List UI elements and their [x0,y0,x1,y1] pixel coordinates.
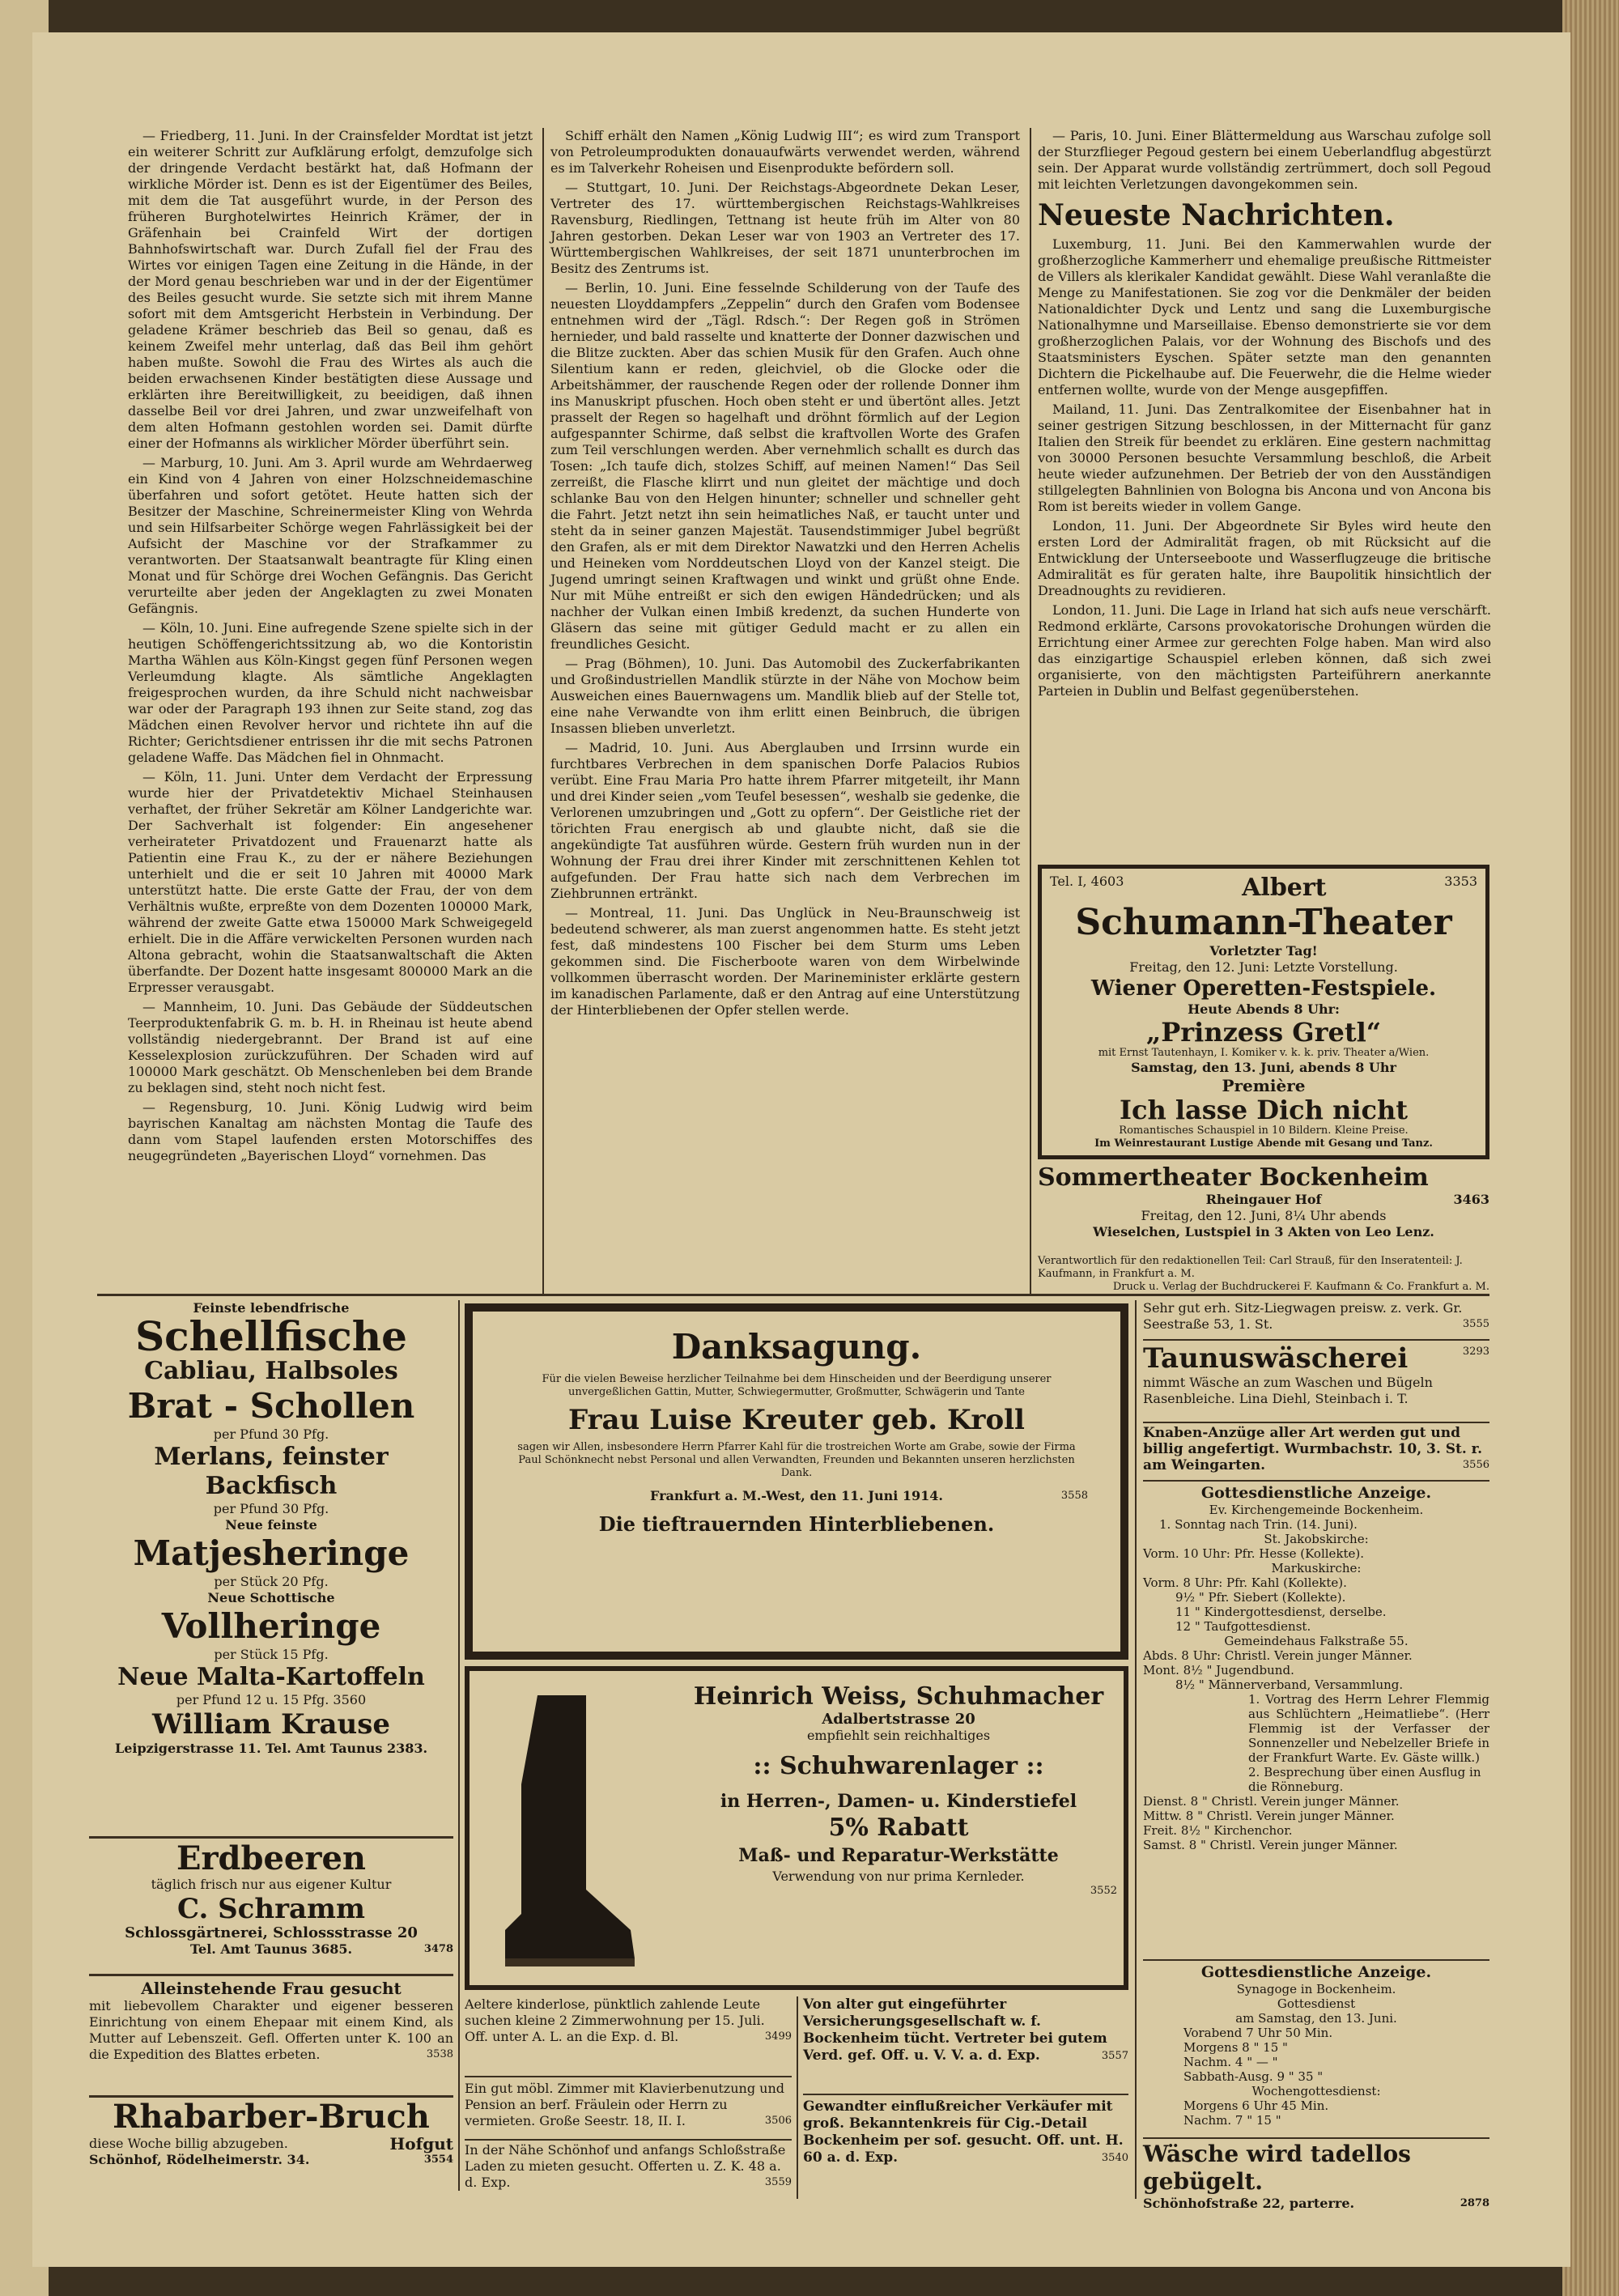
small-ad-code: 3506 [764,2115,792,2127]
krause-line: Merlans, feinster Backfisch [154,1443,389,1500]
ad-rule [1143,1422,1489,1423]
article-mannheim: — Mannheim, 10. Juni. Das Gebäude der Süddeutschen Teerproduktenfabrik G. m. b. H. in Rheinau ist heute abend vollständig niedergebrannt. Der Brand ist auf eine Kesselexplosion zurückzuführen. Der Schaden wird auf 100000 Mark geschätzt. Ob Menschenleben bei dem Brande zu beklagen sind, steht noch nicht fest. [128,999,533,1095]
ad-danksagung [465,1303,1128,1660]
news-column-3 [1038,128,1491,857]
ad-rhabarber [89,2098,453,2188]
small-ad-text: Knaben-Anzüge aller Art werden gut und billig angefertigt. Wurmbachstr. 10, 3. St. r. am Weingarten. [1143,1425,1482,1473]
article-montreal: — Montreal, 11. Juni. Das Unglück in Neu-Braunschweig ist bedeutend schwerer, als man zuerst angenommen hatte. Es steht jetzt fest, daß mindestens 100 Fischer bei dem Sturm ums Leben gekommen sind. Die Fischerboote waren von dem Wirbelwinde vollkommen überrascht worden. Der Marineminister erklärte gestern im kanadischen Parlamente, daß er den Antrag auf eine Unterstützung der Hinterbliebenen der Opfer stellen werde. [550,905,1020,1018]
ad-gottesdienst-ev [1143,1483,1489,1958]
ad-frau-gesucht [89,1979,453,2092]
ad-wohnung-gesucht [465,1996,792,2074]
boot-icon [489,1687,643,1979]
small-ad-code: 3557 [1101,2050,1128,2062]
ad-verkaeufer [803,2098,1128,2199]
krause-line: per Pfund 30 Pfg. [213,1501,329,1516]
waesche-title: Wäsche wird tadellos gebügelt. [1143,2141,1411,2195]
ad-waesche [1143,2141,1489,2211]
article-prag: — Prag (Böhmen), 10. Juni. Das Automobil des Zuckerfabrikanten und Großindustriellen Mandlik stürzte in der Nähe von Mochow beim Ausweichen eines Bauernwagens um. Mandlik blieb auf der Stelle tot, eine nahe Verwandte von ihm erlitt einen Beinbruch, die übrigen Insassen blieben unverletzt. [550,656,1020,736]
small-ad-text: Von alter gut eingeführter Versicherungsgesellschaft w. f. Bockenheim tücht. Vertreter bei gutem Verd. gef. Off. u. V. V. a. d. Exp. [803,1996,1107,2064]
rhabarber-text: Schönhof, Rödelheimerstr. 34. [89,2152,310,2167]
krause-line: per Stück 20 Pfg. [214,1574,329,1589]
small-ad-text: Aeltere kinderlose, pünktlich zahlende Leute suchen kleine 2 Zimmerwohnung per 15. Juli. Off. unter A. L. an die Exp. d. Bl. [465,1996,765,2044]
article-paris: — Paris, 10. Juni. Einer Blättermeldung aus Warschau zufolge soll der Sturzflieger Pegoud gestern bei einem Ueberlandflug abgestürzt sein. Der Apparat wurde vollständig zertrümmert, doch soll Pegoud mit leichten Verletzungen davongekommen sein. [1038,128,1491,192]
ad-rule [1143,1959,1489,1961]
ad-william-krause [89,1300,453,1835]
syn-date: am Samstag, den 13. Juni. [1235,2011,1397,2026]
dank-title: Danksagung. [671,1327,922,1367]
dank-name: Frau Luise Kreuter geb. Kroll [568,1404,1025,1436]
weiss-line: empfiehlt sein reichhaltiges [806,1728,991,1743]
impressum [1038,1255,1489,1293]
ad-schramm [89,1841,453,1971]
theater-line: Samstag, den 13. Juni, abends 8 Uhr [1131,1060,1396,1075]
article-stuttgart: — Stuttgart, 10. Juni. Der Reichstags-Abgeordnete Dekan Leser, Vertreter des 17. württembergischen Reichstags-Wahlkreises Ravensburg, Riedlingen, Tettnang ist heute früh im Alter von 80 Jahren gestorben. Dekan Leser war von 1903 an Vertreter des 17. Württembergischen Wahlkreises, der seit 1871 ununterbrochen im Besitz des Zentrums ist. [550,180,1020,276]
frau-title: Alleinstehende Frau gesucht [141,1979,402,1998]
ad-rule [465,2076,792,2077]
ad-liegwagen [1143,1300,1489,1337]
gd-line: Vorm. 10 Uhr: Pfr. Hesse (Kollekte). [1143,1546,1365,1561]
ad-heinrich-weiss [465,1666,1128,1990]
article-luxemburg: Luxemburg, 11. Juni. Bei den Kammerwahlen wurde der großherzogliche Kammerherr und ehemalige preußische Rittmeister de Villers als klerikaler Kandidat gewählt. Diese Wahl veranlaßte die Menge zu Manifestationen. Sie zog vor die Denkmäler der beiden Nationaldichter Dyck und Lentz und sang die Luxemburgische Nationalhymne und Marseillaise. Ebenso demonstrierte sie vor dem großherzoglichen Palais, vor der Wohnung des Bischofs und des Staatsministers Eyschen. Später setzte man den genannten Dichtern die Pickelhaube auf. Die Feuerwehr, die die Helme wieder entfernen wollte, wurde von der Menge ausgepfiffen. [1038,236,1491,398]
article-london-2: London, 11. Juni. Die Lage in Irland hat sich aufs neue verschärft. Redmond erklärte, Carsons provokatorische Drohungen würden die Errichtung einer Armee zur gerechten Folge haben. Man wird also das einzigartige Schauspiel erleben können, daß sich zwei organisierte, von den mächtigsten Parteiführern anerkannte Parteien in Dublin und Belfast gegenüberstehen. [1038,602,1491,699]
krause-line: Neue feinste [225,1517,317,1533]
schramm-code: 3478 [423,1943,453,1955]
article-friedberg: — Friedberg, 11. Juni. In der Crainsfelder Mordtat ist jetzt ein weiterer Schritt zur Aufklärung erfolgt, demzufolge sich der dringende Verdacht bestärkt hat, daß Hofmann der wirkliche Mörder ist. Denn es ist der Eigentümer des Beiles, mit dem die Tat ausgeführt wurde, in der Person des früheren Burghotelwirtes Heinrich Krämer, der in Gräfenhain bei Crainfeld Wirt der dortigen Bahnhofswirtschaft war. Durch Zufall fiel der Frau des Wirtes vor einigen Tagen eine Zeitung in die Hände, in der der Mord genau beschrieben war und in der der Eigentümer des Beiles gesucht wurde. Sie setzte sich mit ihrem Manne sofort mit dem Amtsgericht Herbstein in Verbindung. Der geladene Krämer beschrieb das Beil so genau, daß es keinem Zweifel mehr unterlag, daß das Beil ihm gehört haben mußte. Sowohl die Frau des Wirtes als auch die beiden erwachsenen Kinder bestätigten diese Aussage und erklärten ihre Bereitwilligkeit, zu beeidigen, daß ihnen dasselbe Beil vor drei Jahren, und zwar unzweifelhaft von dem alten Hofmann gestohlen worden sei. Damit dürfte einer der Hofmanns als wirklicher Mörder überführt sein. [128,128,533,451]
small-ad-code: 3499 [764,2030,792,2043]
small-ad-code: 3559 [764,2176,792,2188]
theater-tel: Tel. I, 4603 [1050,874,1124,889]
weiss-text-block [680,1682,1117,1982]
gd-title: Gottesdienstliche Anzeige. [1200,1484,1432,1502]
rhabarber-text: Hofgut [389,2134,453,2154]
krause-line: Brat - Schollen [127,1386,415,1426]
schramm-line: Tel. Amt Taunus 3685. [189,1941,353,1957]
schramm-line: Schlossgärtnerei, Schlossstrasse 20 [125,1924,418,1941]
ad-rule [89,1974,453,1976]
weiss-line: Verwendung von nur prima Kernleder. [772,1869,1025,1884]
syn-line: Nachm. 4 " — " [1183,2055,1278,2069]
ad-sommertheater [1038,1164,1489,1253]
gd-line: 11 " Kindergottesdienst, derselbe. [1175,1605,1387,1619]
gd-line: Dienst. 8 " Christl. Verein junger Männer. [1143,1794,1400,1809]
article-regensburg: — Regensburg, 10. Juni. König Ludwig wird beim bayrischen Kanaltag am nächsten Montag die Taufe des dann vom Stapel laufenden ersten Motorschiffes des neugegründeten „Bayerischen Lloyd“ vornehmen. Das [128,1099,533,1163]
ad-rule [465,2139,792,2141]
sommer-code: 3463 [1453,1192,1489,1207]
small-ad-text: Ein gut möbl. Zimmer mit Klavierbenutzung und Pension an berf. Fräulein oder Herrn zu vermieten. Große Seestr. 18, II. I. [465,2081,785,2128]
syn-title: Gottesdienstliche Anzeige. [1200,1963,1432,1981]
weiss-line: :: Schuhwarenlager :: [753,1752,1044,1780]
ad-taunuswaescherei [1143,1342,1489,1420]
krause-line: Leipzigerstrasse 11. Tel. Amt Taunus 2383. [114,1741,428,1756]
krause-line: per Pfund 12 u. 15 Pfg. 3560 [176,1692,367,1707]
ad-gottesdienst-synagoge [1143,1962,1489,2136]
gd-line: Freit. 8½ " Kirchenchor. [1143,1823,1293,1838]
dank-date: Frankfurt a. M.-West, den 11. Juni 1914. [650,1488,943,1503]
krause-line: William Krause [151,1708,391,1741]
article-regensburg-cont: Schiff erhält den Namen „König Ludwig III“; es wird zum Transport von Petroleumprodukten donauaufwärts verwendet werden, während es im Talverkehr Roheisen und Eisenprodukte befördern soll. [550,128,1020,176]
ad-rule [1143,2137,1489,2139]
sommer-sub: Rheingauer Hof [1205,1192,1322,1207]
small-ad-text: Sehr gut erh. Sitz-Liegwagen preisw. z. verk. Gr. Seestraße 53, 1. St. [1143,1300,1463,1332]
gd-line: Mittw. 8 " Christl. Verein junger Männer. [1143,1809,1395,1823]
syn-line: Wochengottesdienst: [1251,2084,1381,2098]
gd-line: 12 " Taufgottesdienst. [1175,1619,1311,1634]
ad-schumann-theater [1038,865,1489,1159]
ad-rule [803,2094,1128,2095]
gd-line: Mont. 8½ " Jugendbund. [1143,1663,1294,1677]
column-divider [1030,128,1031,1294]
wasch-text: nimmt Wäsche an zum Waschen und Bügeln Rasenbleiche. Lina Diehl, Steinbach i. T. [1143,1375,1433,1406]
ad-rule [89,1836,453,1839]
syn-line: Sabbath-Ausg. 9 " 35 " [1183,2069,1324,2084]
section-title-neueste: Neueste Nachrichten. [1038,198,1395,232]
dank-text: sagen wir Allen, insbesondere Herrn Pfarrer Kahl für die trostreichen Worte am Grabe, sowie der Firma Paul Schönknecht nebst Personal und allen Verwandten, Freunden und Bekannten unseren herzlichsten Dank. [517,1441,1076,1479]
gd-line: 2. Besprechung über einen Ausflug in die Rönneburg. [1248,1765,1481,1794]
theater-line: Ich lasse Dich nicht [1119,1095,1409,1125]
theater-line: Première [1222,1076,1306,1095]
waesche-text: Schönhofstraße 22, parterre. [1143,2196,1355,2211]
book-edge [1562,0,1619,2296]
ad-zimmer [465,2081,792,2137]
gd-line: 9½ " Pfr. Siebert (Kollekte). [1175,1590,1346,1605]
schramm-line: Erdbeeren [176,1839,366,1877]
krause-line: Feinste lebendfrische [193,1300,350,1316]
krause-line: Matjesheringe [133,1533,410,1573]
rhabarber-code: 3554 [423,2154,453,2166]
article-mailand: Mailand, 11. Juni. Das Zentralkomitee der Eisenbahner hat in seiner gestrigen Sitzung beschlossen, in der Mitternacht für ganz Italien den Streik für beendet zu erklären. Eine gestern nachmittag von 30000 Personen besuchte Versammlung beschloß, die Arbeit heute wieder aufzunehmen. Der Betrieb der von den Ausständigen stillgelegten Bahnlinien von Bologna bis Ancona und von Ancona bis Rom ist bereits wieder in vollem Gange. [1038,402,1491,514]
sommer-line: Freitag, den 12. Juni, 8¼ Uhr abends [1141,1208,1387,1223]
article-marburg: — Marburg, 10. Juni. Am 3. April wurde am Wehrdaerweg ein Kind von 4 Jahren von einer Holzschneidemaschine überfahren und sofort getötet. Heute hatten sich der Besitzer der Maschine, Schreinermeister Kling von Wehrda und sein Hilfsarbeiter Schörge wegen Fahrlässigkeit bei der Aufsicht der Maschine vor der Strafkammer zu verantworten. Der Staatsanwalt beantragte für Kling einen Monat und für Schörge drei Wochen Gefängnis. Das Gericht verurteilte aber jeden der Angeklagten zu zwei Monaten Gefängnis. [128,455,533,616]
theater-line: Vorletzter Tag! [1209,943,1318,959]
gd-line: 1. Vortrag des Herrn Lehrer Flemmig aus Schlüchtern „Heimatliebe“. (Herr Flemmig ist der Verfasser der Sonnenzeller und Nebelzeller Briefe in der Frankfurt Warte. Ev. Gäste willk.) [1248,1692,1489,1765]
column-divider [797,1996,798,2199]
article-madrid: — Madrid, 10. Juni. Aus Aberglauben und Irrsinn wurde ein furchtbares Verbrechen in dem spanischen Dorfe Palacios Rubios verübt. Eine Frau Maria Pro hatte ihrem Pfarrer mitgeteilt, ihr Mann und drei Kinder seien „vom Teufel besessen“, weshalb sie gedenke, die Verlorenen umzubringen und „Gott zu opfern“. Der Geistliche riet der törichten Frau energisch ab und glaubte nicht, daß sie die angekündigte Tat ausführen würde. Gestern früh wurden nun in der Wohnung der Frau drei ihrer Kinder mit zerschnittenen Kehlen tot aufgefunden. Der Frau hatte sich nach dem Verbrechen im Ziehbrunnen ertränkt. [550,740,1020,901]
weiss-line: Adalbertstrasse 20 [822,1711,975,1728]
gd-sunday: 1. Sonntag nach Trin. (14. Juni). [1159,1517,1358,1532]
waesche-code: 2878 [1460,2197,1489,2209]
ad-versicherung [803,1996,1128,2092]
theater-line: Heute Abends 8 Uhr: [1188,1001,1340,1017]
gd-line: Abds. 8 Uhr: Christl. Verein junger Männer. [1143,1648,1413,1663]
impressum-line: Druck u. Verlag der Buchdruckerei F. Kaufmann & Co. Frankfurt a. M. [1112,1281,1489,1293]
frau-code: 3538 [426,2048,453,2060]
article-berlin: — Berlin, 10. Juni. Eine fesselnde Schilderung von der Taufe des neuesten Lloyddampfers „Zeppelin“ durch den Grafen vom Bodensee entnehmen wird der „Tägl. Rdsch.“: Der Regen goß in Strömen hernieder, und bald rasselte und knatterte der Donner dazwischen und die Blitze zuckten. Aber das schien Musik für den Grafen. Auch ohne Silentium kann er reden, gleichviel, ob die Glocke oder die Arbeitshämmer, der rauschende Regen oder der rollende Donner ihm ins Manuskript pfuschen. Hoch oben steht er und übertönt alles. Jetzt prasselt der Regen so hagelhaft und dröhnt förmlich auf der Legion aufgespannter Schirme, daß selbst die kraftvollen Worte des Grafen zum Teil verschlungen werden. Aber vernehmlich schallt es durch das Tosen: „Ich taufe dich, stolzes Schiff, auf meinen Namen!“ Das Seil zerreißt, die Flasche klirrt und nun gleitet der mächtige und doch schlanke Bau von den Helgen hinunter; schneller und schneller geht die Fahrt. Jetzt netzt ihn sein heimatliches Naß, er taucht unter und steht da in seiner ganzen Majestät. Tausendstimmiger Jubel begrüßt den Grafen, als er mit dem Direktor Nawatzki und den Herren Achelis und Heineken vom Norddeutschen Lloyd von der Kanzel steigt. Die Jugend umringt seinen Kraftwagen und winkt und grüßt ohne Ende. Nur mit Mühe entreißt er sich den ewigen Händedrücken; und als nachher der Vulkan einen Imbiß kredenzt, da suchen Hunderte von Gläsern das seine mit gütiger Geduld macht er zu allen ein freundliches Gesicht. [550,280,1020,652]
column-divider [542,128,544,1294]
wasch-title: Taunuswäscherei [1143,1342,1409,1375]
theater-line: Wiener Operetten-Festspiele. [1090,976,1437,1001]
weiss-line: in Herren-, Damen- u. Kinderstiefel [720,1791,1077,1812]
syn-sub: Synagoge in Bockenheim. [1236,1982,1396,1996]
theater-line: „Prinzess Gretl“ [1145,1017,1382,1048]
ad-rule [1143,1480,1489,1482]
newspaper-page [32,32,1570,2267]
gd-line: Gemeindehaus Falkstraße 55. [1224,1634,1409,1648]
theater-name-top: Albert [1242,874,1327,902]
article-koeln-2: — Köln, 11. Juni. Unter dem Verdacht der Erpressung wurde hier der Privatdetektiv Michael Steinhausen verhaftet, der früher Sekretär am Kölner Landgerichte war. Der Sachverhalt ist folgender: Ein angesehener verheirateter Privatdozent und Frauenarzt hatte als Patientin eine Frau K., zu der er nähere Beziehungen unterhielt und die er seit 10 Jahren mit 40000 Mark unterstützt hatte. Die erste Gatte der Frau, der von dem Verhältnis wußte, erpreßte von dem Dozenten 100000 Mark, während der zweite Gatte etwa 150000 Mark Schweigegeld erhielt. Die in die Affäre verwickelten Personen wurden nach Altona gebracht, wohin die Staatsanwaltschaft die Akten überfandte. Der Dozent hatte insgesamt 800000 Mark an die Erpresser verausgabt. [128,769,533,995]
impressum-line: Verantwortlich für den redaktionellen Teil: Carl Strauß, für den Inseratenteil: J. Kaufmann, in Frankfurt a. M. [1038,1255,1463,1280]
krause-line: Neue Malta-Kartoffeln [117,1663,425,1691]
dank-text: Für die vielen Beweise herzlicher Teilnahme bei dem Hinscheiden und der Beerdigung unserer unvergeßlichen Gattin, Mutter, Schwiegermutter, Großmutter, Schwägerin und Tante [542,1373,1052,1398]
theater-code: 3353 [1444,874,1477,889]
small-ad-code: 3556 [1462,1459,1489,1471]
gd-line: St. Jakobskirche: [1264,1532,1369,1546]
gd-line: Markuskirche: [1271,1561,1362,1575]
section-rule [97,1294,1489,1296]
schramm-line: C. Schramm [176,1893,365,1925]
gd-line: Samst. 8 " Christl. Verein junger Männer. [1143,1838,1398,1852]
news-column-1 [128,128,533,1294]
weiss-code: 3552 [1090,1885,1117,1897]
krause-line: per Pfund 30 Pfg. [213,1426,329,1442]
gd-line: Vorm. 8 Uhr: Pfr. Kahl (Kollekte). [1143,1575,1347,1590]
theater-line: Freitag, den 12. Juni: Letzte Vorstellung. [1129,959,1398,975]
column-divider [1135,1300,1137,2199]
frau-text: mit liebevollem Charakter und eigener besseren Einrichtung von einem Ehepaar mit einem Kind, als Mutter auf Lebenszeit. Gefl. Offerten unter K. 100 an die Expedition des Blattes erbeten. [89,1998,453,2062]
theater-line: Im Weinrestaurant Lustige Abende mit Gesang und Tanz. [1094,1137,1433,1150]
ad-knaben-anzuege [1143,1425,1489,1478]
article-koeln-1: — Köln, 10. Juni. Eine aufregende Szene spielte sich in der heutigen Schöffengerichtssitzung ab, wo die Kontoristin Martha Wählen aus Köln-Kingst gegen fünf Personen wegen Verleumdung klagte. Als sämtliche Angeklagten freigesprochen wurden, da ihre Schuld nicht nachweisbar war oder der Paragraph 193 ihnen zur Seite stand, zog das Mädchen einen Revolver hervor und richtete ihn auf die Richter; Gerichtsdiener entrissen ihr die mit sechs Patronen geladene Waffe. Das Mädchen fiel in Ohnmacht. [128,620,533,765]
sommer-line: Wieselchen, Lustspiel in 3 Akten von Leo Lenz. [1093,1224,1434,1239]
theater-line: Romantisches Schauspiel in 10 Bildern. Kleine Preise. [1119,1125,1409,1137]
gd-line: 8½ " Männerverband, Versammlung. [1175,1677,1404,1692]
column-divider [458,1300,460,2191]
rhabarber-title: Rhabarber-Bruch [113,2098,430,2136]
news-column-2 [550,128,1020,1294]
article-london-1: London, 11. Juni. Der Abgeordnete Sir Byles wird heute den ersten Lord der Admiralität fragen, ob mit Rücksicht auf die Entwicklung der Unterseeboote und Wasserflugzeuge die britische Admiralität es für geraten halte, ihre Baupolitik hinsichtlich der Dreadnoughts zu revidieren. [1038,518,1491,598]
ad-laden [465,2142,792,2199]
syn-sub: Gottesdienst [1277,1996,1356,2011]
dank-code: 3558 [1060,1490,1088,1502]
weiss-line: 5% Rabatt [828,1813,969,1842]
small-ad-code: 3540 [1101,2152,1128,2164]
krause-line: Cabliau, Halbsoles [144,1357,398,1385]
krause-line: per Stück 15 Pfg. [214,1647,329,1662]
small-ad-code: 3555 [1462,1318,1489,1330]
wasch-code: 3293 [1462,1346,1489,1358]
krause-line: Vollheringe [161,1606,381,1646]
theater-line: mit Ernst Tautenhayn, I. Komiker v. k. k. priv. Theater a/Wien. [1098,1047,1430,1059]
small-ad-text: Gewandter einflußreicher Verkäufer mit groß. Bekanntenkreis für Cig.-Detail Bockenheim per sof. gesucht. Off. unt. H. 60 a. d. Exp. [803,2098,1124,2166]
krause-line: Schellfische [135,1312,407,1360]
syn-line: Morgens 6 Uhr 45 Min. [1183,2098,1329,2113]
theater-name: Schumann-Theater [1075,902,1452,943]
weiss-line: Heinrich Weiss, Schuhmacher [693,1682,1104,1711]
dank-sign: Die tieftrauernden Hinterbliebenen. [598,1512,995,1536]
weiss-line: Maß- und Reparatur-Werkstätte [738,1845,1059,1866]
small-ad-text: In der Nähe Schönhof und anfangs Schloßstraße Laden zu mieten gesucht. Offerten u. Z. K. 48 a. d. Exp. [465,2142,786,2190]
schramm-line: täglich frisch nur aus eigener Kultur [151,1877,392,1892]
sommer-title: Sommertheater Bockenheim [1038,1163,1429,1192]
syn-line: Nachm. 7 " 15 " [1183,2113,1281,2128]
gd-sub: Ev. Kirchengemeinde Bockenheim. [1209,1503,1424,1517]
syn-line: Morgens 8 " 15 " [1183,2040,1288,2055]
ad-rule [1143,1339,1489,1341]
krause-line: Neue Schottische [207,1590,335,1605]
rhabarber-text: diese Woche billig abzugeben. [89,2136,288,2151]
syn-line: Vorabend 7 Uhr 50 Min. [1183,2026,1333,2040]
